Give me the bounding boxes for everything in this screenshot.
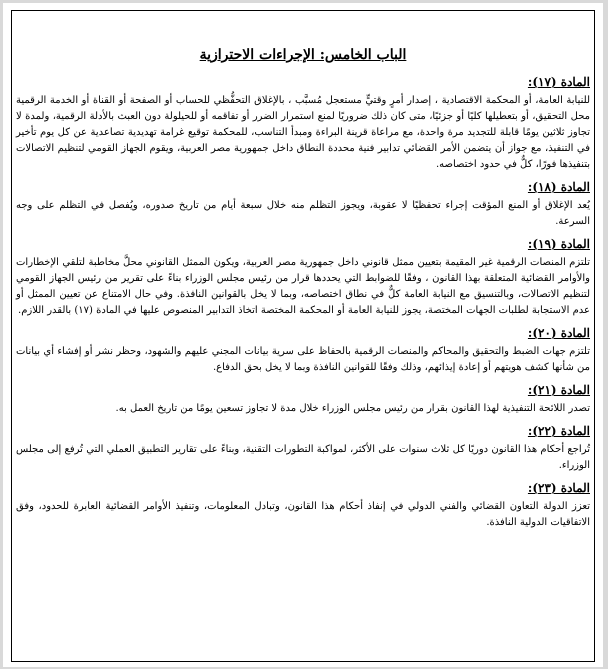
article-19 xyxy=(16,237,590,319)
article-text: تلتزم المنصات الرقمية غير المقيمة بتعيين ممثل قانوني داخل جمهورية مصر العربية، ويكون الممثل القانوني محلَّ مخاطبة لتلقي الإخطارات والأوامر القضائية المتعلقة بهذا القانون ، وفقًا للضوابط التي يحددها قرار من رئيس مجلس الوزراء بناءً على تقرير من رئيس الجهاز القومي لتنظيم الاتصالات، وبالتنسيق مع النيابة العامة كلٌّ في نطاق اختصاصه، وبما لا يخل بالقوانين النافذة. وفي حال الامتناع عن تعيين الممثل أو عدم الاستجابة لطلبات الجهات المختصة، يجوز للنيابة العامة أو المحكمة المختصة اتخاذ التدابير المنصوص عليها في المادة (١٧) بالقدر اللازم. xyxy=(16,257,590,316)
article-17 xyxy=(16,75,590,173)
article-text: يُعد الإغلاق أو المنع المؤقت إجراء تحفظيًا لا عقوبة، ويجوز التظلم منه خلال سبعة أيام من تاريخ صدوره، ويُفصل في التظلم على وجه السرعة. xyxy=(16,200,590,227)
article-text: تعزز الدولة التعاون القضائي والفني الدولي في إنفاذ أحكام هذا القانون، وتبادل المعلومات، وتنفيذ الأوامر القضائية العابرة للحدود، وفق الاتفاقيات الدولية النافذة. xyxy=(16,501,590,528)
article-22 xyxy=(16,424,590,474)
article-heading: المادة (٢٠): xyxy=(527,326,590,340)
article-text: تصدر اللائحة التنفيذية لهذا القانون بقرار من رئيس مجلس الوزراء خلال مدة لا تجاوز تسعين يومًا من تاريخ العمل به. xyxy=(115,403,590,414)
article-21 xyxy=(16,383,590,417)
document-page xyxy=(3,3,603,667)
article-18 xyxy=(16,180,590,230)
document-content xyxy=(16,47,590,538)
article-text: تلتزم جهات الضبط والتحقيق والمحاكم والمنصات الرقمية بالحفاظ على سرية بيانات المجني عليهم والشهود، وحظر نشر أو إفشاء أي بيانات من شأنها كشف هويتهم أو إعادة إيذائهم، وذلك وفقًا للقوانين النافذة وبما لا يخل بحق الدفاع. xyxy=(16,346,590,373)
article-23 xyxy=(16,481,590,531)
article-heading: المادة (٢١): xyxy=(527,383,590,397)
chapter-title: الباب الخامس: الإجراءات الاحترازية xyxy=(199,47,407,63)
article-text: للنيابة العامة، أو المحكمة الاقتصادية ، إصدار أمرٍ وقتيٍّ مستعجل مُسبَّب ، بالإغلاق التحفُّظي للحساب أو الصفحة أو القناة أو الخدمة الرقمية محل التحقيق، أو بتعطيلها كليًا أو جزئيًا، متى كان ذلك ضروريًا لمنع استمرار الضرر أو تفاقمه أو للحيلولة دون العبث بالأدلة الرقمية، ولمدة لا تجاوز ثلاثين يومًا قابلة للتجديد مرة واحدة، مع مراعاة قرينة البراءة ومبدأ التناسب، للمحكمة توقيع غرامة تهديدية تصاعدية عن كل يوم تأخير في التنفيذ، مع جواز أن يتضمن الأمر القضائي تدابير فنية محددة النطاق داخل جمهورية مصر العربية، ويقوم الجهاز القومي لتنظيم الاتصالات بتنفيذها فورًا، كلٌّ في حدود اختصاصه. xyxy=(16,95,590,170)
article-heading: المادة (١٩): xyxy=(527,237,590,251)
article-heading: المادة (١٨): xyxy=(527,180,590,194)
article-heading: المادة (٢٣): xyxy=(527,481,590,495)
article-heading: المادة (١٧): xyxy=(527,75,590,89)
article-heading: المادة (٢٢): xyxy=(527,424,590,438)
article-text: تُراجع أحكام هذا القانون دوريًا كل ثلاث سنوات على الأكثر، لمواكبة التطورات التقنية، وبناءً على تقارير التطبيق العملي التي تُرفع إلى مجلس الوزراء. xyxy=(16,444,590,471)
article-20 xyxy=(16,326,590,376)
